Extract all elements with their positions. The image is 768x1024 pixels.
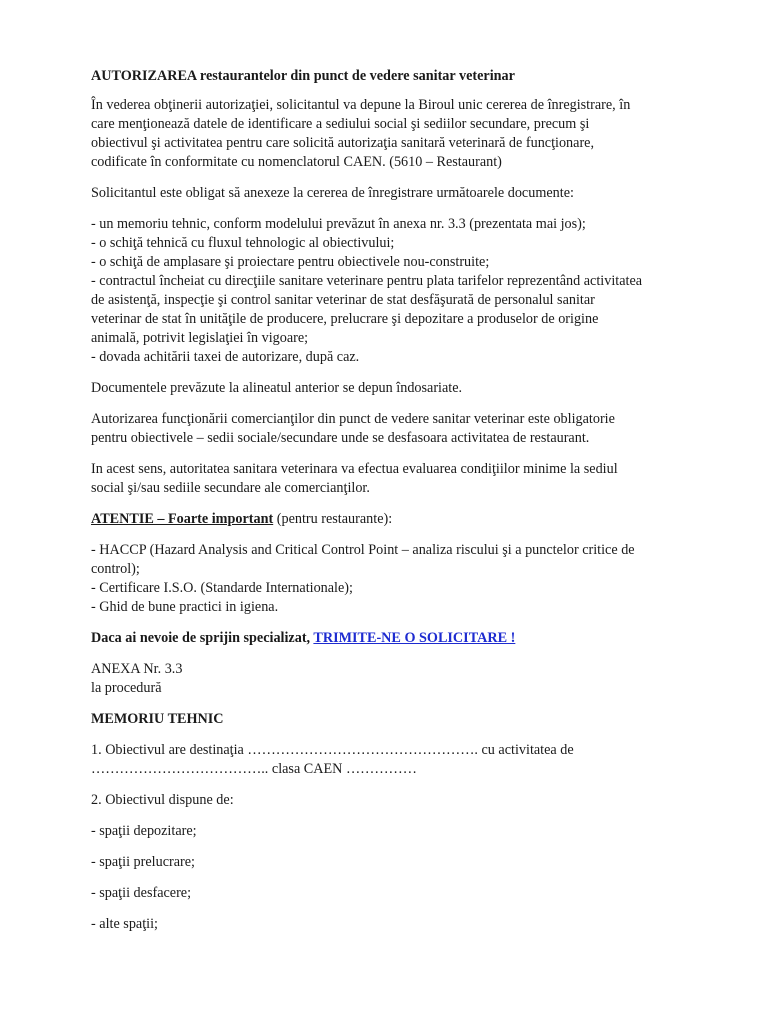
document-content: [91, 67, 711, 946]
text-line: care menţionează datele de identificare a sediului social şi sediilor secundare, precum şi: [91, 116, 590, 132]
list-item: - dovada achitării taxei de autorizare, după caz.: [91, 349, 360, 365]
list-item: - un memoriu tehnic, conform modelului prevăzut în anexa nr. 3.3 (prezentata mai jos);: [91, 216, 586, 232]
list-item: - contractul încheiat cu direcţiile sanitare veterinare pentru plata tarifelor reprezentând activitatea: [91, 273, 643, 289]
list-item: - o schiţă tehnică cu fluxul tehnologic al obiectivului;: [91, 235, 395, 251]
dosar-paragraph: Documentele prevăzute la alineatul anterior se depun îndosariate.: [91, 380, 463, 396]
requirements-list: [91, 541, 711, 617]
text-line: social şi/sau sediile secundare ale comercianţilor.: [91, 480, 370, 496]
memoriu-item-2: 2. Obiectivul dispune de:: [91, 792, 234, 808]
support-text: Daca ai nevoie de sprijin specializat,: [91, 630, 314, 646]
text-line: codificate în conformitate cu nomenclatorul CAEN. (5610 – Restaurant): [91, 154, 502, 170]
memoriu-title: MEMORIU TEHNIC: [91, 711, 224, 727]
text-line: obiectivul şi activitatea pentru care solicită autorizaţia sanitară veterinară de funcţionare,: [91, 135, 595, 151]
list-item: - o schiţă de amplasare şi proiectare pentru obiectivele nou-construite;: [91, 254, 490, 270]
atentie-rest: (pentru restaurante):: [273, 511, 393, 527]
list-item: de asistenţă, inspecţie şi control sanitar veterinar de stat desfăşurată de personalul sanitar: [91, 292, 595, 308]
intro-paragraph: [91, 96, 711, 172]
document-heading: AUTORIZAREA restaurantelor din punct de vedere sanitar veterinar: [91, 68, 515, 84]
anexa-procedure: la procedură: [91, 680, 162, 696]
list-item: animală, potrivit legislaţiei în vigoare;: [91, 330, 309, 346]
send-request-link[interactable]: TRIMITE-NE O SOLICITARE !: [313, 630, 516, 646]
list-item: control);: [91, 561, 140, 577]
text-line: In acest sens, autoritatea sanitara veterinara va efectua evaluarea condiţiilor minime la sediul: [91, 461, 618, 477]
support-paragraph: [91, 629, 711, 648]
text-line: pentru obiectivele – sedii sociale/secundare unde se desfasoara activitatea de restaurant.: [91, 430, 590, 446]
space-item-desfacere: - spaţii desfacere;: [91, 885, 192, 901]
list-item: - Ghid de bune practici in igiena.: [91, 599, 279, 615]
evaluare-paragraph: [91, 460, 711, 498]
space-item-depozitare: - spaţii depozitare;: [91, 823, 197, 839]
atentie-paragraph: [91, 510, 711, 529]
text-line: 1. Obiectivul are destinaţia …………………………………………. cu activitatea de: [91, 742, 574, 758]
memoriu-item-1: [91, 741, 711, 779]
text-line: ……………………………….. clasa CAEN ……………: [91, 761, 417, 777]
anexa-number: ANEXA Nr. 3.3: [91, 661, 183, 677]
obligation-paragraph: Solicitantul este obligat să anexeze la cererea de înregistrare următoarele documente:: [91, 185, 574, 201]
space-item-prelucrare: - spaţii prelucrare;: [91, 854, 195, 870]
anexa-block: [91, 660, 711, 698]
list-item: - Certificare I.S.O. (Standarde Internationale);: [91, 580, 353, 596]
text-line: În vederea obţinerii autorizaţiei, solicitantul va depune la Biroul unic cererea de înregistrare, în: [91, 97, 631, 113]
autorizare-paragraph: [91, 410, 711, 448]
text-line: Autorizarea funcţionării comercianţilor din punct de vedere sanitar veterinar este obligatorie: [91, 411, 615, 427]
documents-list: [91, 215, 711, 367]
atentie-label: ATENTIE – Foarte important: [91, 511, 274, 527]
list-item: veterinar de stat în unităţile de producere, prelucrare şi depozitare a produselor de origine: [91, 311, 599, 327]
list-item: - HACCP (Hazard Analysis and Critical Control Point – analiza riscului şi a punctelor critice de: [91, 542, 635, 558]
space-item-alte: - alte spaţii;: [91, 916, 158, 932]
